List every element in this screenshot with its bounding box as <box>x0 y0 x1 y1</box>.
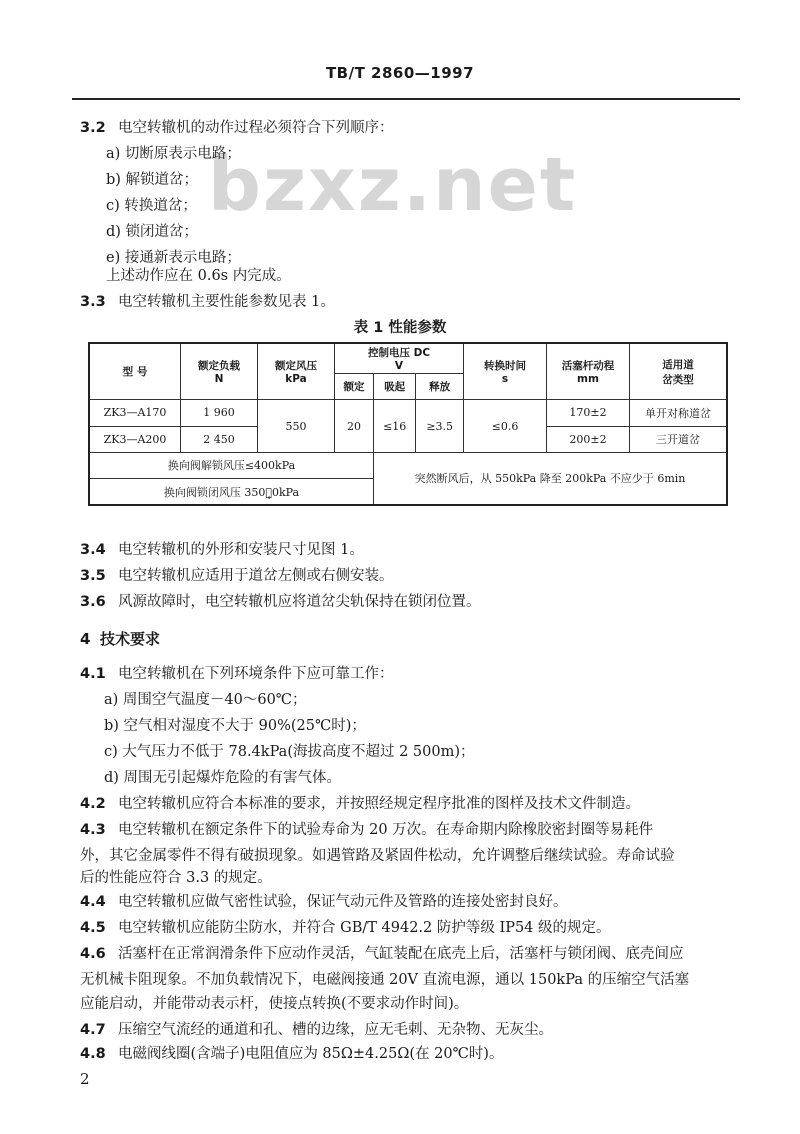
list-item: e) 接通新表示电路； <box>106 250 241 266</box>
clause-text: 电空转辙机的动作过程必须符合下列顺序： <box>118 120 394 136</box>
clause-4-7 <box>80 1020 553 1040</box>
header-rule <box>72 98 740 100</box>
clause-4-5 <box>80 918 611 938</box>
cell-unlock-pressure: 换向阀解锁风压≤400kPa <box>89 452 374 478</box>
list-item: a) 周围空气温度－40～60℃； <box>104 692 307 708</box>
section-title: 技术要求 <box>100 630 161 648</box>
section-number: 4 <box>80 630 91 648</box>
header-v-rated: 额定 <box>335 373 374 399</box>
cell-model: ZK3—A170 <box>89 400 181 426</box>
clause-3-3 <box>80 292 335 312</box>
clause-text: 压缩空气流经的通道和孔、槽的边缘，应无毛刺、无杂物、无灰尘。 <box>118 1022 553 1038</box>
header-turnout-type: 适用道 岔类型 <box>630 343 728 400</box>
cell-turnout-type: 单开对称道岔 <box>630 400 728 426</box>
clause-number: 3.5 <box>80 568 106 584</box>
clause-4-2 <box>80 794 640 814</box>
clause-number: 4.8 <box>80 1046 106 1062</box>
clause-number: 4.5 <box>80 920 106 936</box>
cell-turnout-type: 三开道岔 <box>630 426 728 452</box>
header-voltage: 控制电压 DC V <box>335 343 464 373</box>
clause-text: 电空转辙机在额定条件下的试验寿命为 20 万次。在寿命期内除橡胶密封圈等易耗件 <box>118 822 654 838</box>
clause-number: 4.6 <box>80 946 106 962</box>
clause-4-4 <box>80 892 568 912</box>
clause-continuation: 后的性能应符合 3.3 的规定。 <box>80 870 272 886</box>
cell-load: 1 960 <box>181 400 258 426</box>
clause-4-6 <box>80 944 684 964</box>
cell-stroke: 170±2 <box>547 400 630 426</box>
cell-time: ≤0.6 <box>464 400 547 453</box>
clause-text: 电空转辙机在下列环境条件下应可靠工作： <box>118 666 394 682</box>
cell-model: ZK3—A200 <box>89 426 181 452</box>
section-heading <box>80 628 160 649</box>
clause-number: 3.3 <box>80 294 106 310</box>
list-item: c) 转换道岔； <box>106 198 197 214</box>
clause-text: 电空转辙机应能防尘防水，并符合 GB/T 4942.2 防护等级 IP54 级的规定。 <box>118 920 611 936</box>
clause-text: 电空转辙机应做气密性试验，保证气动元件及管路的连接处密封良好。 <box>118 894 568 910</box>
header-time: 转换时间 s <box>464 343 547 400</box>
list-item: a) 切断原表示电路； <box>106 146 241 162</box>
clause-number: 4.7 <box>80 1022 106 1038</box>
page-header: TB/T 2860—1997 <box>325 64 475 82</box>
cell-load: 2 450 <box>181 426 258 452</box>
clause-number: 4.3 <box>80 822 106 838</box>
clause-4-1 <box>80 664 394 684</box>
clause-text: 风源故障时，电空转辙机应将道岔尖轨保持在锁闭位置。 <box>118 594 481 610</box>
cell-stroke: 200±2 <box>547 426 630 452</box>
clause-number: 4.2 <box>80 796 106 812</box>
clause-number: 3.6 <box>80 594 106 610</box>
clause-note: 上述动作应在 0.6s 内完成。 <box>106 268 291 284</box>
clause-number: 3.2 <box>80 120 106 136</box>
cell-v-release: ≥3.5 <box>416 400 464 453</box>
clause-4-3 <box>80 820 653 840</box>
watermark: bzxz.net <box>208 142 578 228</box>
clause-continuation: 外，其它金属零件不得有破损现象。如遇管路及紧固件松动，允许调整后继续试验。寿命试验 <box>80 848 675 864</box>
cell-lock-pressure: 换向阀锁闭风压 350～̥0kPa <box>89 479 374 505</box>
clause-text: 电空转辙机的外形和安装尺寸见图 1。 <box>118 542 364 558</box>
table-row <box>89 400 727 426</box>
clause-3-6 <box>80 592 481 612</box>
header-model: 型 号 <box>89 343 181 400</box>
table-row <box>89 452 727 478</box>
clause-3-2 <box>80 118 394 138</box>
cell-air-loss-note: 突然断风后，从 550kPa 降至 200kPa 不应少于 6min <box>374 452 727 505</box>
clause-3-4 <box>80 540 364 560</box>
cell-v-pickup: ≤16 <box>374 400 416 453</box>
header-v-pickup: 吸起 <box>374 373 416 399</box>
clause-number: 3.4 <box>80 542 106 558</box>
list-item: d) 周围无引起爆炸危险的有害气体。 <box>104 770 342 786</box>
clause-text: 活塞杆在正常润滑条件下应动作灵活，气缸装配在底壳上后，活塞杆与锁闭阀、底壳间应 <box>118 946 684 962</box>
clause-continuation: 无机械卡阻现象。不加负载情况下，电磁阀接通 20V 直流电源，通以 150kPa 的压缩空气活塞 <box>80 972 690 988</box>
list-item: b) 空气相对湿度不大于 90%(25℃时)； <box>104 718 366 734</box>
clause-number: 4.4 <box>80 894 106 910</box>
cell-pressure: 550 <box>258 400 335 453</box>
clause-4-8 <box>80 1044 503 1064</box>
table-caption: 表 1 性能参数 <box>353 320 447 336</box>
header-stroke: 活塞杆动程 mm <box>547 343 630 400</box>
header-pressure: 额定风压 kPa <box>258 343 335 400</box>
list-item: b) 解锁道岔； <box>106 172 199 188</box>
clause-text: 电空转辙机主要性能参数见表 1。 <box>118 294 335 310</box>
clause-number: 4.1 <box>80 666 106 682</box>
cell-v-rated: 20 <box>335 400 374 453</box>
clause-text: 电空转辙机应适用于道岔左侧或右侧安装。 <box>118 568 394 584</box>
clause-text: 电空转辙机应符合本标准的要求，并按照经规定程序批准的图样及技术文件制造。 <box>118 796 640 812</box>
performance-table <box>88 342 728 506</box>
page-number: 2 <box>80 1070 90 1088</box>
list-item: d) 锁闭道岔； <box>106 224 199 240</box>
list-item: c) 大气压力不低于 78.4kPa(海拔高度不超过 2 500m)； <box>104 744 475 760</box>
clause-continuation: 应能启动，并能带动表示杆，使接点转换(不要求动作时间)。 <box>80 996 469 1012</box>
clause-3-5 <box>80 566 394 586</box>
header-v-release: 释放 <box>416 373 464 399</box>
clause-text: 电磁阀线圈(含端子)电阻值应为 85Ω±4.25Ω(在 20℃时)。 <box>118 1046 504 1062</box>
header-load: 额定负载 N <box>181 343 258 400</box>
